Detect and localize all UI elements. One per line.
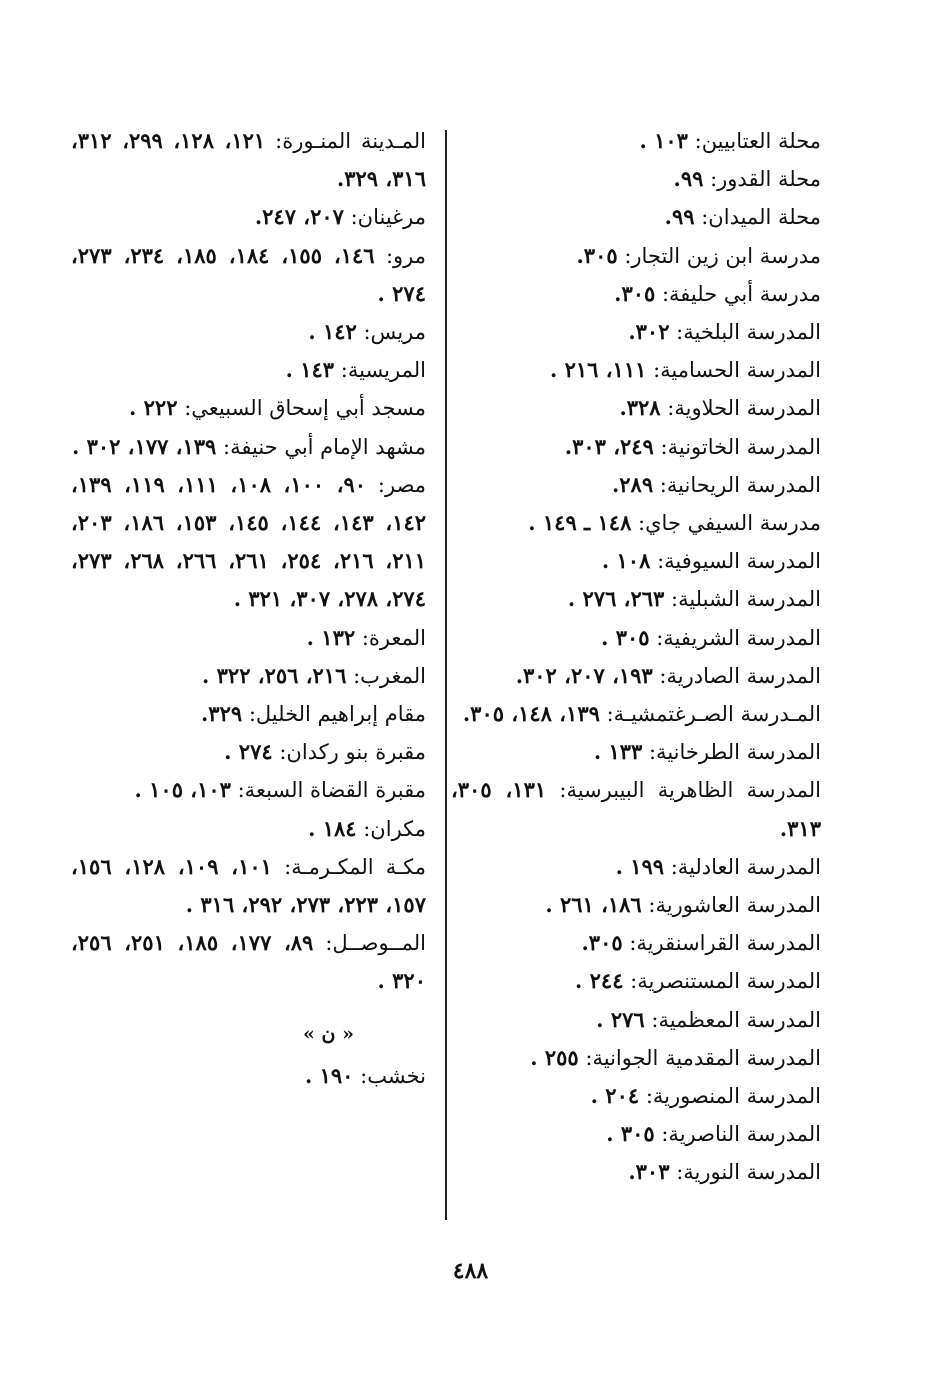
entry-name: المدرسة الحسامية:	[653, 358, 821, 383]
left-column-entries	[71, 122, 426, 1001]
entry-page-numbers: ٢٠٧، ٢٤٧.	[254, 204, 344, 230]
index-entry	[71, 351, 426, 389]
index-entry	[451, 962, 821, 1000]
index-entry	[71, 198, 426, 236]
index-entry	[451, 1153, 821, 1191]
index-entry	[71, 733, 426, 771]
entry-name: المدرسة النورية:	[676, 1160, 821, 1185]
entry-name: مقبرة القضاة السبعة:	[237, 778, 426, 803]
entry-page-numbers: ١٩٩ .	[615, 853, 665, 879]
entry-name: المدرسة الشبلية:	[671, 587, 821, 612]
index-entry	[451, 580, 821, 618]
index-entry	[71, 237, 426, 313]
entry-name: المدرسة السيوفية:	[657, 549, 821, 574]
entry-page-numbers: ١٣٢ .	[306, 624, 356, 650]
entry-page-numbers: ٣٠٥.	[614, 280, 656, 306]
page-number: ٤٨٨	[452, 1258, 489, 1284]
index-entry	[71, 428, 426, 466]
index-entry	[451, 657, 821, 695]
entry-page-numbers: ١٨٤ .	[308, 815, 357, 841]
entry-page-numbers: ٣٠٥.	[581, 930, 623, 956]
entry-name: المـدينة المنـورة:	[275, 129, 426, 153]
entry-name: مسجد أبي إسحاق السبيعي:	[184, 396, 426, 421]
index-entry	[71, 695, 426, 733]
entry-name: المدرسة المستنصرية:	[630, 969, 821, 994]
entry-page-numbers: ٩٩.	[673, 166, 704, 192]
entry-name: المدرسة الحلاوية:	[667, 396, 821, 421]
index-entry	[451, 275, 821, 313]
entry-page-numbers: ١٩٣، ٢٠٧، ٣٠٢.	[515, 662, 653, 688]
entry-page-numbers: ٢٨٩.	[611, 471, 654, 497]
entry-name: مصر:	[377, 472, 427, 497]
entry-page-numbers: ١٣٣ .	[593, 739, 643, 765]
right-column	[451, 122, 821, 1192]
entry-page-numbers: ١٢١، ١٢٨، ٢٩٩، ٣١٢، ٣١٦، ٣٢٩.	[71, 128, 426, 192]
entry-page-numbers: ١٠٣، ١٠٥ .	[134, 777, 231, 803]
index-entry	[451, 237, 821, 275]
entry-page-numbers: ٢٧٦ .	[596, 1006, 645, 1032]
index-entry	[451, 389, 821, 427]
entry-name: مكران:	[363, 816, 426, 841]
entry-name: مرو:	[385, 243, 426, 268]
index-entry	[451, 313, 821, 351]
entry-page-numbers: ١١١، ٢١٦ .	[549, 357, 647, 383]
index-entry	[451, 695, 821, 733]
entry-name: مقبرة بنو ركدان:	[279, 740, 426, 765]
index-entry	[451, 122, 821, 160]
entry-name: مدرسة أبي حليفة:	[661, 281, 821, 306]
index-entry	[451, 619, 821, 657]
entry-name: المدرسة الشريفية:	[656, 625, 821, 650]
index-entry	[71, 848, 426, 924]
index-entry	[71, 389, 426, 427]
left-column	[71, 122, 426, 1095]
index-entry	[451, 542, 821, 580]
entry-name: مريس:	[363, 320, 426, 345]
entry-name: المدرسة الظاهرية البيبرسية:	[559, 778, 821, 803]
entry-name: المــوصــل:	[325, 931, 426, 956]
entry-page-numbers: ٢٠٤ .	[590, 1083, 640, 1109]
entry-page-numbers: ٣٠٥ .	[606, 1121, 655, 1147]
entry-name: المريسية:	[340, 358, 426, 383]
entry-page-numbers: ١٤٦، ١٥٥، ١٨٤، ١٨٥، ٢٣٤، ٢٧٣، ٢٧٤ .	[71, 242, 426, 306]
entry-page-numbers: ١٠٣ .	[639, 128, 688, 153]
index-entry	[451, 504, 821, 542]
entry-name: المدرسة القراسنقرية:	[629, 931, 821, 956]
entry-name: المغرب:	[353, 663, 426, 688]
entry-page-numbers: ١٣١، ٣٠٥، ٣١٣.	[451, 777, 821, 841]
index-entry	[451, 1077, 821, 1115]
entry-page-numbers: ١٠٨ .	[601, 548, 651, 574]
entry-name: مرغينان:	[350, 205, 426, 230]
entry-page-numbers: ٨٩، ١٧٧، ١٨٥، ٢٥١، ٢٥٦، ٣٢٠ .	[71, 930, 426, 994]
entry-name: نخشب:	[360, 1063, 426, 1088]
entry-name: محلة الميدان:	[701, 205, 821, 230]
entry-page-numbers: ٢٦٣، ٢٧٦ .	[567, 586, 665, 612]
entry-name: المدرسة العاشورية:	[648, 893, 821, 918]
index-entry	[71, 619, 426, 657]
entry-page-numbers: ٣٢٨.	[619, 395, 661, 421]
index-entry	[71, 122, 426, 198]
index-entry	[71, 924, 426, 1000]
index-entry	[451, 1039, 821, 1077]
index-entry	[451, 466, 821, 504]
entry-name: محلة القدور:	[710, 167, 821, 192]
entry-name: مشهد الإمام أبي حنيفة:	[223, 434, 426, 459]
entry-name: المدرسة الخاتونية:	[660, 434, 821, 459]
index-entry	[71, 313, 426, 351]
entry-name: المدرسة البلخية:	[676, 320, 821, 345]
index-entry	[451, 1115, 821, 1153]
entry-name: المدرسة الطرخانية:	[648, 740, 821, 765]
entry-page-numbers: ١٤٢ .	[308, 319, 357, 345]
index-entry	[451, 351, 821, 389]
entry-page-numbers: ١٨٦، ٢٦١ .	[545, 892, 642, 918]
index-entry	[451, 848, 821, 886]
entry-page-numbers: ٣٠٥ .	[601, 624, 650, 650]
entry-name: محلة العتابيين:	[694, 129, 821, 153]
entry-page-numbers: ١٠١، ١٠٩، ١٢٨، ١٥٦، ١٥٧، ٢٢٣، ٢٧٣، ٢٩٢، ٣١٦ .	[71, 853, 426, 918]
entry-page-numbers: ٣٠٣.	[628, 1159, 670, 1185]
index-entry	[451, 733, 821, 771]
index-entry	[451, 198, 821, 236]
entry-page-numbers: ٢٤٩، ٣٠٣.	[564, 433, 654, 459]
entry-page-numbers: ٩٠، ١٠٠، ١٠٨، ١١١، ١١٩، ١٣٩، ١٤٢، ١٤٣، ١٤٤، ١٤٥، ١٥٣، ١٨٦، ٢٠٣، ٢١١، ٢١٦، ٢٥٤، ٢٦١، ٢٦٦، ٢٦٨، ٢٧٣، ٢٧٤، ٢٧٨، ٣٠٧، ٣٢١ .	[71, 471, 427, 612]
entry-name: مكـة المكـرمـة:	[284, 854, 426, 879]
index-entry	[71, 810, 426, 848]
entry-page-numbers: ١٣٩، ١٧٧، ٣٠٢ .	[72, 433, 217, 459]
entry-name: مقام إبراهيم الخليل:	[248, 702, 426, 727]
column-divider	[445, 130, 447, 1220]
entry-page-numbers: ٣٠٥.	[576, 242, 618, 268]
entry-name: مدرسة ابن زين التجار:	[624, 243, 821, 268]
entry-page-numbers: ١٩٠ .	[305, 1062, 354, 1088]
entry-page-numbers: ٢٧٤ .	[224, 739, 273, 765]
entry-page-numbers: ٢٢٢ .	[129, 395, 178, 421]
index-entry	[71, 771, 426, 809]
index-entry	[451, 771, 821, 847]
index-entry	[71, 657, 426, 695]
index-entry	[451, 924, 821, 962]
entry-name: المدرسة الصادرية:	[659, 663, 821, 688]
entry-name: المدرسة المقدمية الجوانية:	[585, 1045, 821, 1070]
index-entry	[71, 466, 426, 619]
entry-page-numbers: ٢٥٥ .	[530, 1044, 579, 1070]
entry-name: المعرة:	[361, 625, 426, 650]
entry-name: المدرسة الناصرية:	[661, 1122, 821, 1147]
entry-page-numbers: ١٤٨ ـ ١٤٩ .	[528, 510, 632, 536]
entry-name: المـدرسة الصـرغتمشيـة:	[606, 702, 821, 727]
entry-page-numbers: ١٤٣ .	[285, 357, 335, 383]
entry-name: المدرسة المنصورية:	[645, 1084, 821, 1109]
entry-page-numbers: ٣٢٩.	[200, 701, 243, 727]
left-column-after-section	[71, 1057, 426, 1095]
entry-page-numbers: ٢٤٤ .	[575, 968, 624, 994]
entry-name: المدرسة الريحانية:	[659, 472, 821, 497]
index-entry	[451, 1001, 821, 1039]
index-entry	[451, 886, 821, 924]
entry-page-numbers: ٩٩.	[664, 204, 695, 230]
entry-name: المدرسة العادلية:	[670, 854, 821, 879]
entry-page-numbers: ٣٠٢.	[628, 319, 670, 345]
index-entry	[451, 160, 821, 198]
entry-name: المدرسة المعظمية:	[651, 1007, 821, 1032]
section-heading-noon: « ن »	[303, 1022, 354, 1045]
entry-page-numbers: ٢١٦، ٢٥٦، ٣٢٢ .	[202, 662, 347, 688]
index-entry	[451, 428, 821, 466]
entry-name: مدرسة السيفي جاي:	[638, 511, 821, 536]
entry-page-numbers: ١٣٩، ١٤٨، ٣٠٥.	[462, 701, 600, 727]
index-entry	[71, 1057, 426, 1095]
